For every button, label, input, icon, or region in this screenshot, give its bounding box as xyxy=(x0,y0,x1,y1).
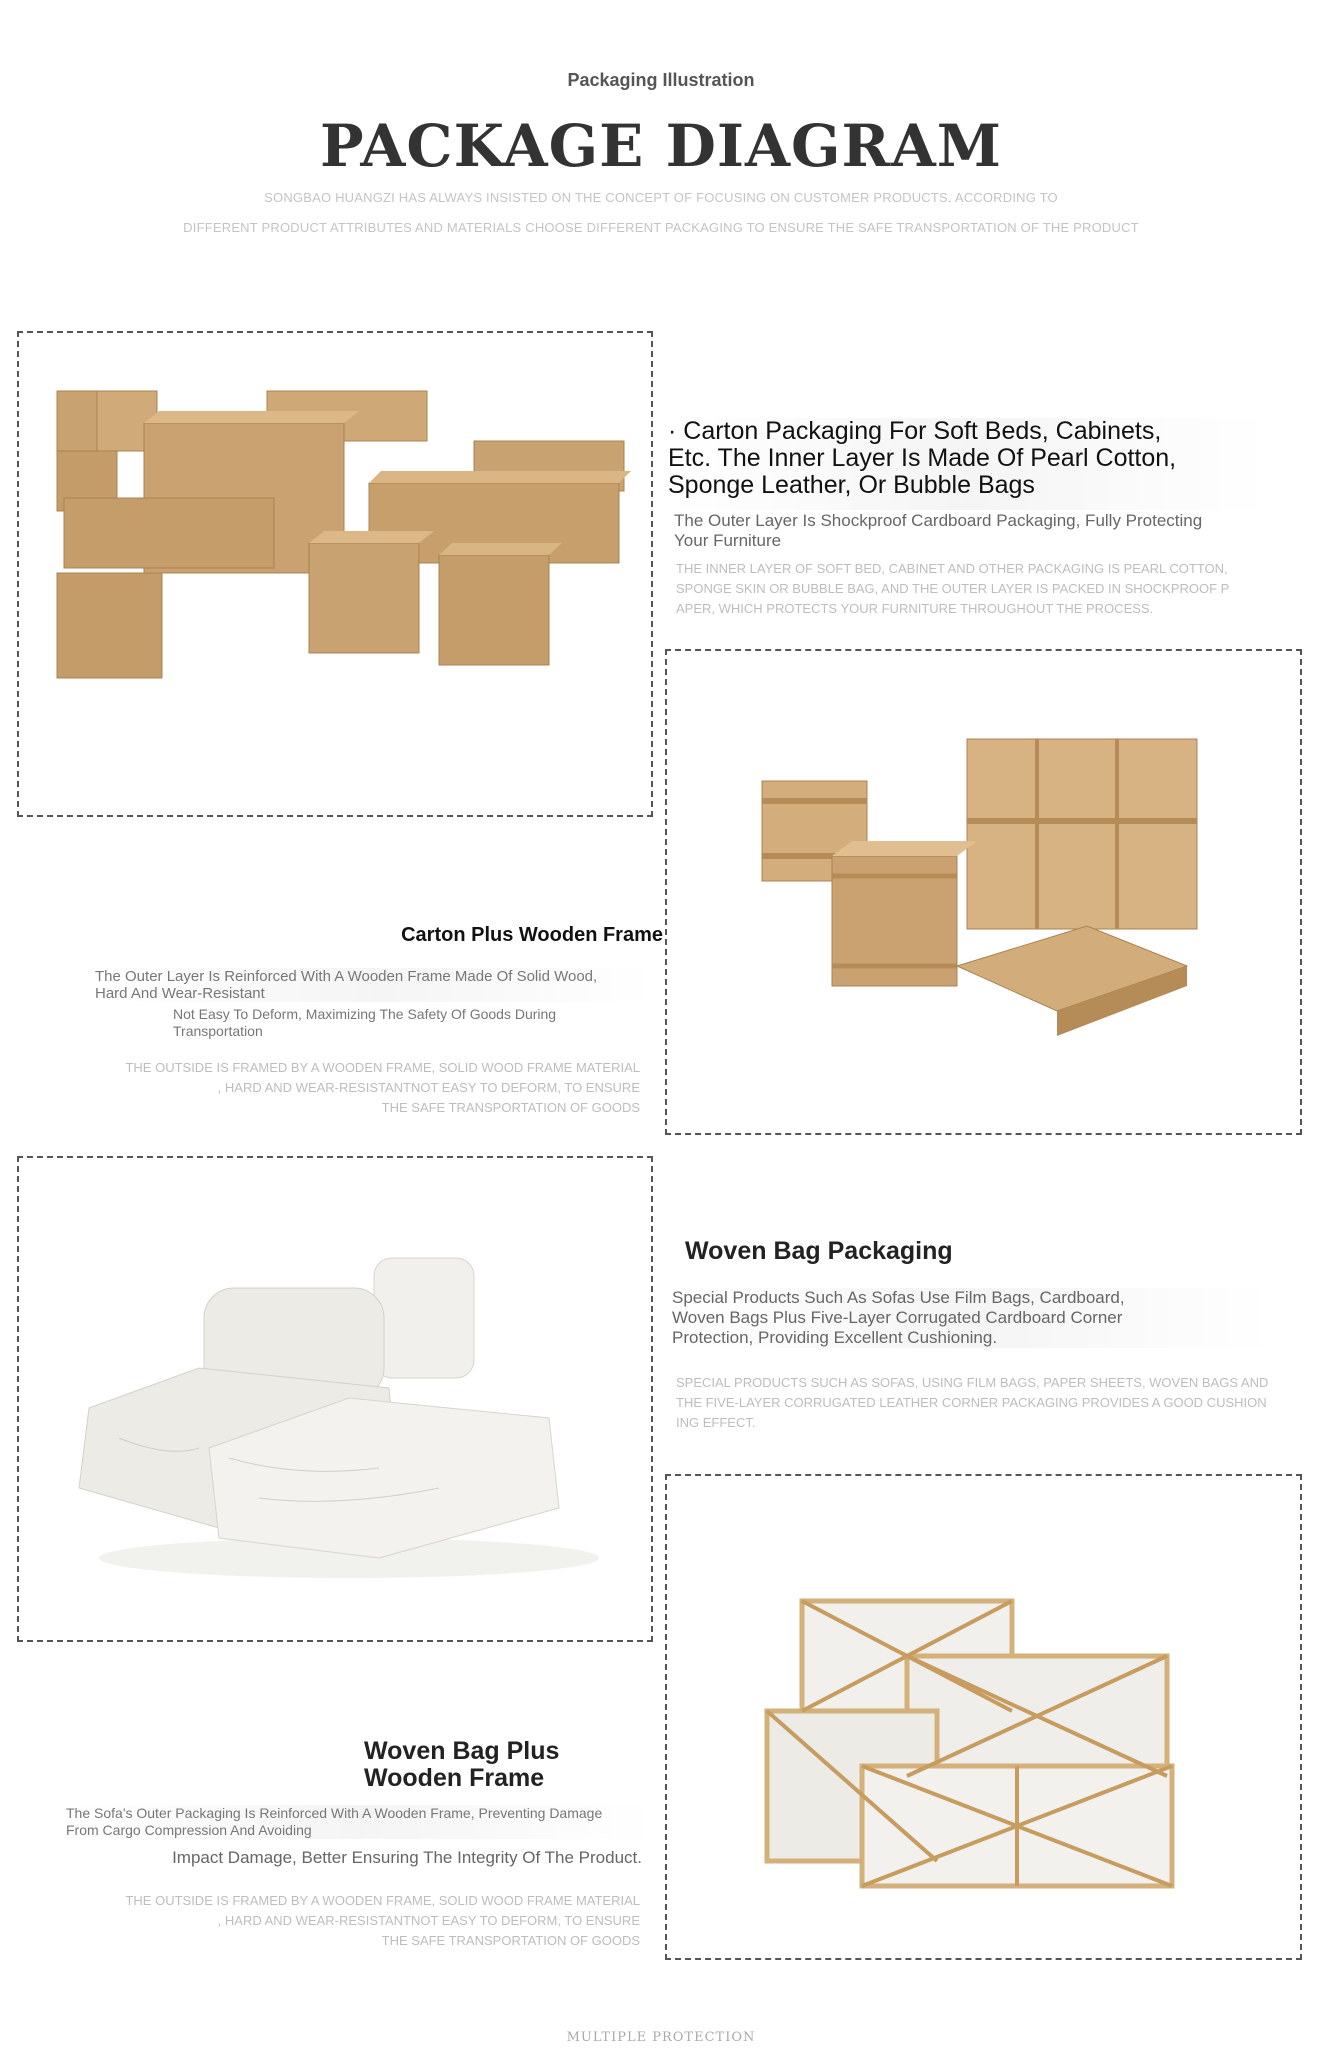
woven-desc-line-1: Special Products Such As Sofas Use Film Bags, Cardboard, xyxy=(672,1288,1125,1307)
woven-faint-text xyxy=(676,1373,1296,1433)
carton-wooden-frame-image xyxy=(665,649,1302,1135)
carton-faint-line-2: SPONGE SKIN OR BUBBLE BAG, AND THE OUTER LAYER IS PACKED IN SHOCKPROOF P xyxy=(676,581,1230,596)
woven-wood-faint-line-1: THE OUTSIDE IS FRAMED BY A WOODEN FRAME, SOLID WOOD FRAME MATERIAL xyxy=(125,1893,640,1908)
carton-wood-desc-line-1: The Outer Layer Is Reinforced With A Wooden Frame Made Of Solid Wood, xyxy=(95,968,598,985)
woven-wood-heading xyxy=(364,1738,559,1792)
carton-wood-desc-line-3: Not Easy To Deform, Maximizing The Safety Of Goods During xyxy=(173,1006,557,1022)
framed-cartons-illustration xyxy=(762,739,1197,1036)
woven-wood-heading-line-2: Wooden Frame xyxy=(364,1764,545,1792)
carton-wood-faint-line-3: THE SAFE TRANSPORTATION OF GOODS xyxy=(381,1100,640,1115)
woven-desc-line-3: Protection, Providing Excellent Cushioning. xyxy=(672,1328,998,1347)
carton-wood-description-a xyxy=(95,968,655,1002)
woven-wood-faint-text xyxy=(60,1891,640,1951)
woven-faint-line-2: THE FIVE-LAYER CORRUGATED LEATHER CORNER PACKAGING PROVIDES A GOOD CUSHION xyxy=(676,1395,1267,1410)
woven-description xyxy=(672,1288,1272,1348)
woven-wood-faint-line-2: , HARD AND WEAR-RESISTANTNOT EASY TO DEFORM, TO ENSURE xyxy=(217,1913,640,1928)
woven-wood-desc-line-1: The Sofa's Outer Packaging Is Reinforced With A Wooden Frame, Preventing Damage xyxy=(66,1805,603,1821)
woven-faint-line-1: SPECIAL PRODUCTS SUCH AS SOFAS, USING FILM BAGS, PAPER SHEETS, WOVEN BAGS AND xyxy=(676,1375,1269,1390)
carton-heading-line-3: Sponge Leather, Or Bubble Bags xyxy=(668,471,1035,499)
woven-wood-faint-line-3: THE SAFE TRANSPORTATION OF GOODS xyxy=(381,1933,640,1948)
woven-wood-desc-line-2: From Cargo Compression And Avoiding xyxy=(66,1822,312,1838)
woven-wooden-frame-image xyxy=(665,1474,1302,1960)
carton-desc-line-2: Your Furniture xyxy=(674,531,782,550)
carton-wood-faint-text xyxy=(60,1058,640,1118)
carton-wood-description-b xyxy=(173,1006,653,1040)
carton-faint-text xyxy=(676,559,1276,619)
carton-faint-line-1: THE INNER LAYER OF SOFT BED, CABINET AND OTHER PACKAGING IS PEARL COTTON, xyxy=(676,561,1228,576)
woven-wood-desc-line-3: Impact Damage, Better Ensuring The Integrity Of The Product. xyxy=(172,1848,642,1867)
carton-wood-faint-line-1: THE OUTSIDE IS FRAMED BY A WOODEN FRAME, SOLID WOOD FRAME MATERIAL xyxy=(125,1060,640,1075)
page-title: PACKAGE DIAGRAM xyxy=(320,112,1002,180)
carton-faint-line-3: APER, WHICH PROTECTS YOUR FURNITURE THROUGHOUT THE PROCESS. xyxy=(676,601,1154,616)
carton-heading-block xyxy=(668,418,1268,510)
carton-wood-faint-line-2: , HARD AND WEAR-RESISTANTNOT EASY TO DEFORM, TO ENSURE xyxy=(217,1080,640,1095)
woven-faint-line-3: ING EFFECT. xyxy=(676,1415,756,1430)
carton-heading-line-2: Etc. The Inner Layer Is Made Of Pearl Cotton, xyxy=(668,444,1177,472)
woven-wood-description-a xyxy=(66,1805,656,1839)
woven-desc-line-2: Woven Bags Plus Five-Layer Corrugated Cardboard Corner xyxy=(672,1308,1123,1327)
woven-bag-image xyxy=(17,1156,653,1642)
subtitle-line-2: DIFFERENT PRODUCT ATTRIBUTES AND MATERIALS CHOOSE DIFFERENT PACKAGING TO ENSURE THE SAFE TRANSPORTATION OF THE PRODUCT xyxy=(183,220,1139,235)
woven-wood-heading-line-1: Woven Bag Plus xyxy=(364,1737,560,1765)
carton-boxes-illustration xyxy=(57,391,631,678)
carton-wood-desc-line-4: Transportation xyxy=(173,1023,263,1039)
carton-heading-line-1: · Carton Packaging For Soft Beds, Cabinets, xyxy=(668,417,1162,445)
section-eyebrow: Packaging Illustration xyxy=(567,70,755,90)
crated-woven-bags-illustration xyxy=(767,1601,1172,1886)
carton-wood-desc-line-2: Hard And Wear-Resistant xyxy=(95,985,265,1002)
woven-bag-illustration xyxy=(79,1258,599,1578)
footer-label: MULTIPLE PROTECTION xyxy=(566,2030,756,2045)
carton-description xyxy=(674,511,1274,551)
woven-heading: Woven Bag Packaging xyxy=(685,1237,953,1265)
subtitle-line-1: SONGBAO HUANGZI HAS ALWAYS INSISTED ON THE CONCEPT OF FOCUSING ON CUSTOMER PRODUCTS. ACCORDING TO xyxy=(264,190,1058,205)
carton-wood-heading: Carton Plus Wooden Frame xyxy=(401,924,663,946)
carton-packaging-image xyxy=(17,331,653,817)
carton-desc-line-1: The Outer Layer Is Shockproof Cardboard Packaging, Fully Protecting xyxy=(674,511,1203,530)
